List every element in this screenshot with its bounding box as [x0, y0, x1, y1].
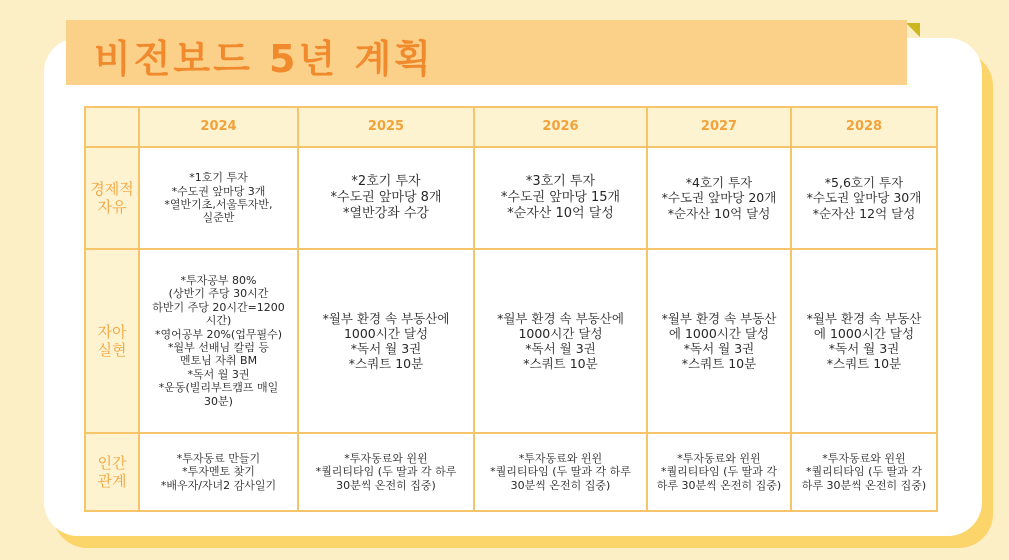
- year-header-2025: 2025: [298, 107, 474, 147]
- cell-relationships-2028: *투자동료와 윈윈 *퀄리티타임 (두 딸과 각 하루 30분씩 온전히 집중): [791, 433, 937, 511]
- year-header-2027: 2027: [647, 107, 791, 147]
- cell-economic-2028: *5,6호기 투자 *수도권 앞마당 30개 *순자산 12억 달성: [791, 147, 937, 249]
- header-corner-cell: [85, 107, 139, 147]
- year-header-2028: 2028: [791, 107, 937, 147]
- cell-self-2026: *월부 환경 속 부동산에 1000시간 달성 *독서 월 3권 *스쿼트 10분: [474, 249, 647, 433]
- title-fold-corner: [906, 23, 920, 37]
- cell-relationships-2027: *투자동료와 윈윈 *퀄리티타임 (두 딸과 각 하루 30분씩 온전히 집중): [647, 433, 791, 511]
- cell-relationships-2024: *투자동료 만들기 *투자멘토 찾기 *배우자/자녀2 감사일기: [139, 433, 298, 511]
- year-header-2026: 2026: [474, 107, 647, 147]
- cell-economic-2024: *1호기 투자 *수도권 앞마당 3개 *열반기초,서울투자반, 실준반: [139, 147, 298, 249]
- page-title: 비전보드 5년 계획: [94, 37, 434, 81]
- cell-self-2027: *월부 환경 속 부동산 에 1000시간 달성 *독서 월 3권 *스쿼트 10분: [647, 249, 791, 433]
- year-header-row: [85, 107, 937, 147]
- cell-relationships-2026: *투자동료와 윈윈 *퀄리티타임 (두 딸과 각 하루 30분씩 온전히 집중): [474, 433, 647, 511]
- cell-relationships-2025: *투자동료와 윈윈 *퀄리티타임 (두 딸과 각 하루 30분씩 온전히 집중): [298, 433, 474, 511]
- cell-economic-2025: *2호기 투자 *수도권 앞마당 8개 *열반강좌 수강: [298, 147, 474, 249]
- year-header-2024: 2024: [139, 107, 298, 147]
- cell-economic-2026: *3호기 투자 *수도권 앞마당 15개 *순자산 10억 달성: [474, 147, 647, 249]
- row-label-self-realization: 자아 실현: [85, 249, 139, 433]
- table-row-self-realization: [85, 249, 937, 433]
- cell-economic-2027: *4호기 투자 *수도권 앞마당 20개 *순자산 10억 달성: [647, 147, 791, 249]
- row-label-relationships: 인간 관계: [85, 433, 139, 511]
- cell-self-2028: *월부 환경 속 부동산 에 1000시간 달성 *독서 월 3권 *스쿼트 10분: [791, 249, 937, 433]
- plan-table: [84, 106, 938, 512]
- table-row-economic-freedom: [85, 147, 937, 249]
- table-row-relationships: [85, 433, 937, 511]
- row-label-economic-freedom: 경제적 자유: [85, 147, 139, 249]
- cell-self-2024: *투자공부 80% (상반기 주당 30시간 하반기 주당 20시간=1200 시간) *영어공부 20%(업무필수) *월부 선배님 칼럼 등 멘토님 자취 BM *독서 월 3권 *운동(빌리부트캠프 매일 30분): [139, 249, 298, 433]
- cell-self-2025: *월부 환경 속 부동산에 1000시간 달성 *독서 월 3권 *스쿼트 10분: [298, 249, 474, 433]
